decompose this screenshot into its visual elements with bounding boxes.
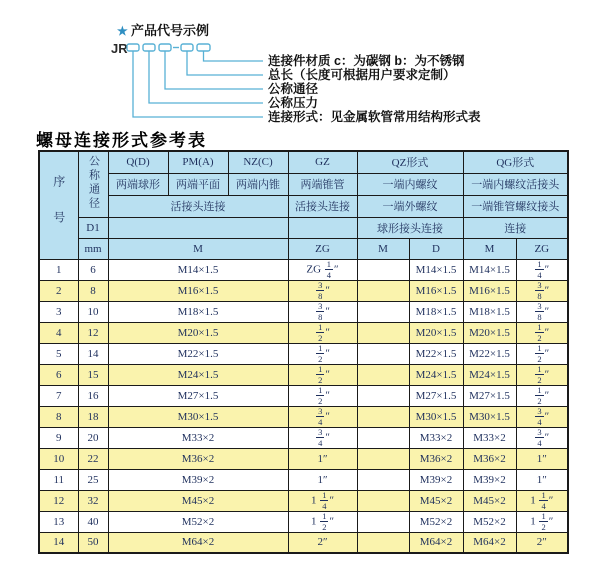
cell-qg-m: M33×2 xyxy=(463,427,516,448)
row-number: 7 xyxy=(39,385,78,406)
code-box-4 xyxy=(181,44,193,51)
row-number: 12 xyxy=(39,490,78,511)
cell-qz-d: M16×1.5 xyxy=(409,280,463,301)
header-mm: mm xyxy=(78,238,108,259)
header-code-q: Q(D) xyxy=(108,151,168,173)
cell-dn: 20 xyxy=(78,427,108,448)
cell-qz-m xyxy=(357,301,409,322)
header-code-nz: NZ(C) xyxy=(228,151,288,173)
fraction: $\frac{1}{4}$ xyxy=(322,490,327,511)
header-qz-unit2: D xyxy=(409,238,463,259)
connector-dn xyxy=(165,51,263,89)
cell-qz-m xyxy=(357,532,409,553)
cell-gz-zg: $\frac{3}{8}$ ″ xyxy=(288,301,357,322)
cell-m-thread: M14×1.5 xyxy=(108,259,288,280)
fraction: $\frac{1}{4}$ xyxy=(541,490,546,511)
cell-qg-m: M16×1.5 xyxy=(463,280,516,301)
table-row xyxy=(39,259,568,280)
label-conn-form: 连接形式：见金属软管常用结构形式表 xyxy=(268,110,481,124)
header-nz-ends: 两端内锥 xyxy=(228,173,288,195)
header-gz-conn: 活接头连接 xyxy=(288,195,357,217)
fraction: $\frac{3}{4}$ xyxy=(537,427,542,448)
table-row xyxy=(39,406,568,427)
cell-qz-m xyxy=(357,448,409,469)
row-number: 9 xyxy=(39,427,78,448)
header-qz-end1: 一端内螺纹 xyxy=(357,173,463,195)
cell-m-thread: M30×1.5 xyxy=(108,406,288,427)
cell-qg-zg: $\frac{3}{4}$ ″ xyxy=(516,406,568,427)
cell-m-thread: M45×2 xyxy=(108,490,288,511)
header-m-unit: M xyxy=(108,238,288,259)
cell-m-thread: M24×1.5 xyxy=(108,364,288,385)
cell-qg-m: M27×1.5 xyxy=(463,385,516,406)
header-qz-unit1: M xyxy=(357,238,409,259)
cell-gz-zg: $\frac{3}{8}$ ″ xyxy=(288,280,357,301)
cell-gz-zg: ZG $\frac{1}{4}$ ″ xyxy=(288,259,357,280)
fraction: $\frac{1}{2}$ xyxy=(537,364,542,385)
cell-gz-zg: $\frac{1}{2}$ ″ xyxy=(288,364,357,385)
cell-dn: 15 xyxy=(78,364,108,385)
cell-gz-zg: $\frac{1}{2}$ ″ xyxy=(288,343,357,364)
cell-dn: 10 xyxy=(78,301,108,322)
cell-dn: 18 xyxy=(78,406,108,427)
header-gz-ends: 两端锥管 xyxy=(288,173,357,195)
table-row xyxy=(39,385,568,406)
row-number: 13 xyxy=(39,511,78,532)
cell-qz-d: M24×1.5 xyxy=(409,364,463,385)
cell-qg-zg: 1″ xyxy=(516,469,568,490)
cell-qg-m: M24×1.5 xyxy=(463,364,516,385)
cell-dn: 14 xyxy=(78,343,108,364)
table-title: 螺母连接形式参考表 xyxy=(36,131,207,150)
cell-qz-m xyxy=(357,280,409,301)
fraction: $\frac{1}{2}$ xyxy=(541,511,546,532)
fraction: $\frac{1}{4}$ xyxy=(326,259,332,280)
row-number: 10 xyxy=(39,448,78,469)
cell-dn: 25 xyxy=(78,469,108,490)
header-m-conn: 活接头连接 xyxy=(108,195,288,217)
header-qg-end2: 一端锥管螺纹接头 xyxy=(463,195,568,217)
cell-gz-zg: $\frac{1}{2}$ ″ xyxy=(288,385,357,406)
header-pm-ends: 两端平面 xyxy=(168,173,228,195)
fraction: $\frac{1}{2}$ xyxy=(537,385,542,406)
cell-qz-d: M64×2 xyxy=(409,532,463,553)
fraction: $\frac{1}{2}$ xyxy=(322,511,327,532)
header-blank-gz xyxy=(288,217,357,238)
row-number: 6 xyxy=(39,364,78,385)
cell-qz-d: M39×2 xyxy=(409,469,463,490)
cell-qg-m: M52×2 xyxy=(463,511,516,532)
cell-qz-d: M20×1.5 xyxy=(409,322,463,343)
connector-lines xyxy=(133,51,263,117)
table-row xyxy=(39,448,568,469)
cell-qg-m: M30×1.5 xyxy=(463,406,516,427)
fraction: $\frac{3}{4}$ xyxy=(318,427,323,448)
cell-dn: 8 xyxy=(78,280,108,301)
connector-pressure xyxy=(149,51,263,103)
cell-m-thread: M52×2 xyxy=(108,511,288,532)
cell-qg-m: M20×1.5 xyxy=(463,322,516,343)
cell-qg-m: M14×1.5 xyxy=(463,259,516,280)
cell-m-thread: M33×2 xyxy=(108,427,288,448)
table-row xyxy=(39,469,568,490)
header-row-2 xyxy=(39,173,568,195)
product-code-diagram xyxy=(0,0,600,135)
cell-qg-zg: 1 $\frac{1}{4}$ ″ xyxy=(516,490,568,511)
header-qg-unit2: ZG xyxy=(516,238,568,259)
fraction: $\frac{3}{8}$ xyxy=(537,280,542,301)
cell-qg-zg: $\frac{3}{8}$ ″ xyxy=(516,301,568,322)
cell-qz-d: M18×1.5 xyxy=(409,301,463,322)
header-d1: D1 xyxy=(78,217,108,238)
cell-qz-m xyxy=(357,364,409,385)
cell-qz-d: M33×2 xyxy=(409,427,463,448)
cell-qz-m xyxy=(357,322,409,343)
code-box-1 xyxy=(127,44,139,51)
cell-qg-m: M45×2 xyxy=(463,490,516,511)
header-dn xyxy=(78,151,108,217)
table-row xyxy=(39,427,568,448)
cell-qz-d: M30×1.5 xyxy=(409,406,463,427)
cell-gz-zg: 1″ xyxy=(288,448,357,469)
table-row xyxy=(39,532,568,553)
cell-gz-zg: $\frac{1}{2}$ ″ xyxy=(288,322,357,343)
cell-qg-zg: 2″ xyxy=(516,532,568,553)
cell-qz-d: M36×2 xyxy=(409,448,463,469)
cell-qz-d: M27×1.5 xyxy=(409,385,463,406)
row-number: 8 xyxy=(39,406,78,427)
row-number: 1 xyxy=(39,259,78,280)
fraction: $\frac{1}{2}$ xyxy=(318,364,323,385)
cell-dn: 6 xyxy=(78,259,108,280)
star-icon: ★ xyxy=(117,24,128,38)
fraction: $\frac{1}{4}$ xyxy=(537,259,542,280)
cell-qz-m xyxy=(357,511,409,532)
label-length: 总长（长度可根据用户要求定制） xyxy=(268,68,456,82)
connector-length xyxy=(187,51,263,75)
cell-qg-zg: $\frac{1}{2}$ ″ xyxy=(516,343,568,364)
table-row xyxy=(39,511,568,532)
cell-qz-d: M14×1.5 xyxy=(409,259,463,280)
cell-m-thread: M27×1.5 xyxy=(108,385,288,406)
diagram-heading: 产品代号示例 xyxy=(131,23,210,38)
cell-gz-zg: $\frac{3}{4}$ ″ xyxy=(288,427,357,448)
cell-qz-m xyxy=(357,469,409,490)
cell-m-thread: M20×1.5 xyxy=(108,322,288,343)
cell-gz-zg: 1 $\frac{1}{2}$ ″ xyxy=(288,511,357,532)
cell-dn: 50 xyxy=(78,532,108,553)
label-pressure: 公称压力 xyxy=(268,96,319,110)
header-code-gz: GZ xyxy=(288,151,357,173)
label-material: 连接件材质 c：为碳钢 b：为不锈钢 xyxy=(268,54,465,68)
header-qz-conn: 球形接头连接 xyxy=(357,217,463,238)
cell-gz-zg: 1″ xyxy=(288,469,357,490)
code-boxes xyxy=(127,44,210,51)
code-box-2 xyxy=(143,44,155,51)
cell-qz-d: M45×2 xyxy=(409,490,463,511)
table-row xyxy=(39,322,568,343)
fraction: $\frac{1}{2}$ xyxy=(318,322,323,343)
table-row xyxy=(39,490,568,511)
row-number: 3 xyxy=(39,301,78,322)
cell-qz-m xyxy=(357,385,409,406)
cell-qz-m xyxy=(357,427,409,448)
product-prefix: JR xyxy=(111,41,128,56)
row-number: 14 xyxy=(39,532,78,553)
cell-qg-m: M36×2 xyxy=(463,448,516,469)
cell-gz-zg: 1 $\frac{1}{4}$ ″ xyxy=(288,490,357,511)
cell-qz-d: M22×1.5 xyxy=(409,343,463,364)
header-qz-end2: 一端外螺纹 xyxy=(357,195,463,217)
cell-dn: 12 xyxy=(78,322,108,343)
table-row xyxy=(39,364,568,385)
label-dn: 公称通径 xyxy=(268,82,319,96)
cell-m-thread: M64×2 xyxy=(108,532,288,553)
header-seq xyxy=(39,151,78,259)
cell-qz-m xyxy=(357,490,409,511)
table-row xyxy=(39,280,568,301)
cell-qz-m xyxy=(357,259,409,280)
table-row xyxy=(39,343,568,364)
header-blank-m xyxy=(108,217,288,238)
header-qg-end1: 一端内螺纹活接头 xyxy=(463,173,568,195)
header-code-qg: QG形式 xyxy=(463,151,568,173)
code-box-3 xyxy=(159,44,171,51)
nut-connection-table xyxy=(38,150,569,554)
header-seq-label: 序号 xyxy=(51,174,66,247)
cell-m-thread: M22×1.5 xyxy=(108,343,288,364)
cell-m-thread: M39×2 xyxy=(108,469,288,490)
cell-qz-m xyxy=(357,406,409,427)
header-code-qz: QZ形式 xyxy=(357,151,463,173)
cell-qg-m: M39×2 xyxy=(463,469,516,490)
cell-dn: 22 xyxy=(78,448,108,469)
cell-dn: 32 xyxy=(78,490,108,511)
cell-qz-d: M52×2 xyxy=(409,511,463,532)
cell-qg-m: M22×1.5 xyxy=(463,343,516,364)
header-row-4 xyxy=(39,217,568,238)
fraction: $\frac{3}{4}$ xyxy=(318,406,323,427)
cell-gz-zg: 2″ xyxy=(288,532,357,553)
cell-qg-zg: $\frac{3}{4}$ ″ xyxy=(516,427,568,448)
fraction: $\frac{1}{2}$ xyxy=(537,322,542,343)
header-row-1 xyxy=(39,151,568,173)
fraction: $\frac{3}{8}$ xyxy=(318,280,323,301)
table-row xyxy=(39,301,568,322)
cell-qg-m: M64×2 xyxy=(463,532,516,553)
cell-qg-zg: $\frac{1}{2}$ ″ xyxy=(516,322,568,343)
header-dn-label: 公称通径 xyxy=(87,154,100,211)
code-box-5 xyxy=(197,44,210,51)
header-gz-unit: ZG xyxy=(288,238,357,259)
row-number: 11 xyxy=(39,469,78,490)
row-number: 5 xyxy=(39,343,78,364)
fraction: $\frac{1}{2}$ xyxy=(318,385,323,406)
fraction: $\frac{3}{8}$ xyxy=(318,301,323,322)
cell-dn: 40 xyxy=(78,511,108,532)
fraction: $\frac{1}{2}$ xyxy=(537,343,542,364)
header-row-5 xyxy=(39,238,568,259)
row-number: 4 xyxy=(39,322,78,343)
row-number: 2 xyxy=(39,280,78,301)
fraction: $\frac{1}{2}$ xyxy=(318,343,323,364)
connector-material xyxy=(204,51,264,61)
cell-qg-zg: $\frac{3}{8}$ ″ xyxy=(516,280,568,301)
cell-qg-zg: 1 $\frac{1}{2}$ ″ xyxy=(516,511,568,532)
cell-m-thread: M18×1.5 xyxy=(108,301,288,322)
header-row-3 xyxy=(39,195,568,217)
fraction: $\frac{3}{4}$ xyxy=(537,406,542,427)
cell-qg-zg: 1″ xyxy=(516,448,568,469)
cell-m-thread: M16×1.5 xyxy=(108,280,288,301)
cell-qz-m xyxy=(357,343,409,364)
header-code-pm: PM(A) xyxy=(168,151,228,173)
fraction: $\frac{3}{8}$ xyxy=(537,301,542,322)
cell-gz-zg: $\frac{3}{4}$ ″ xyxy=(288,406,357,427)
cell-qg-zg: $\frac{1}{4}$ ″ xyxy=(516,259,568,280)
header-qg-conn: 连接 xyxy=(463,217,568,238)
cell-qg-m: M18×1.5 xyxy=(463,301,516,322)
cell-dn: 16 xyxy=(78,385,108,406)
cell-qg-zg: $\frac{1}{2}$ ″ xyxy=(516,364,568,385)
table-body xyxy=(39,259,568,553)
cell-m-thread: M36×2 xyxy=(108,448,288,469)
table-header xyxy=(39,151,568,259)
cell-qg-zg: $\frac{1}{2}$ ″ xyxy=(516,385,568,406)
header-qg-unit1: M xyxy=(463,238,516,259)
header-q-ends: 两端球形 xyxy=(108,173,168,195)
